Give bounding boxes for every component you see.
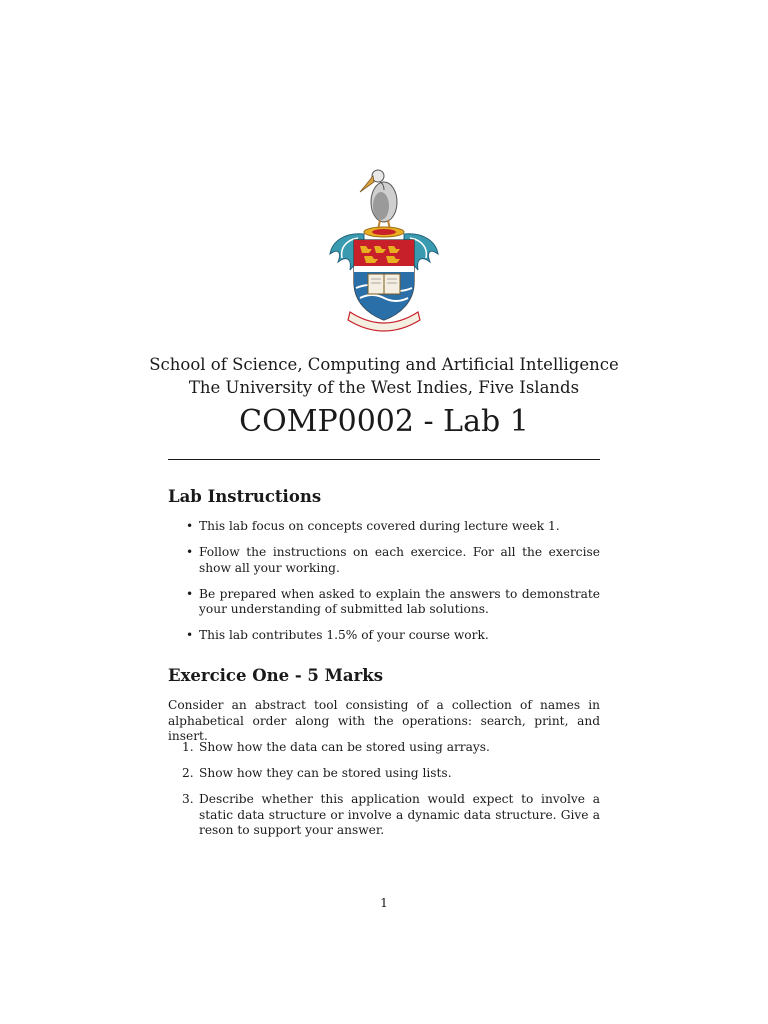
item-text: Show how they can be stored using lists. [199,766,452,780]
lab-instructions-heading: Lab Instructions [168,487,322,506]
list-item: • Follow the instructions on each exercice. For all the exercise show all your working. [168,545,600,576]
list-item: • This lab focus on concepts covered during lecture week 1. [168,519,600,535]
exercise-one-intro: Consider an abstract tool consisting of a collection of names in alphabetical order along with the operations: search, print, and insert. [168,698,600,743]
list-item [168,792,600,839]
list-item: • Be prepared when asked to explain the answers to demonstrate your understanding of submitted lab solutions. [168,587,600,618]
list-item [168,740,600,756]
page-number: 1 [380,896,388,910]
exercise-one-heading: Exercice One - 5 Marks [168,666,384,685]
item-number: 2. [182,766,194,780]
item-text: Show how the data can be stored using arrays. [199,740,490,754]
page-title: COMP0002 - Lab 1 [239,404,529,439]
school-name: School of Science, Computing and Artificial Intelligence [149,355,619,374]
university-name: The University of the West Indies, Five Islands [188,378,580,397]
shield-icon [354,240,414,320]
item-text: Describe whether this application would expect to involve a static data structure or involve a dynamic data structure. Give a reson to support your answer. [199,792,600,837]
list-item [168,766,600,782]
title-divider [168,459,600,460]
exercise-one-list [168,740,600,849]
item-number: 3. [182,792,194,806]
list-item: • This lab contributes 1.5% of your course work. [168,628,600,644]
item-number: 1. [182,740,194,754]
lab-instructions-list [168,519,600,654]
university-crest-logo [324,162,444,332]
pelican-icon [360,170,397,230]
